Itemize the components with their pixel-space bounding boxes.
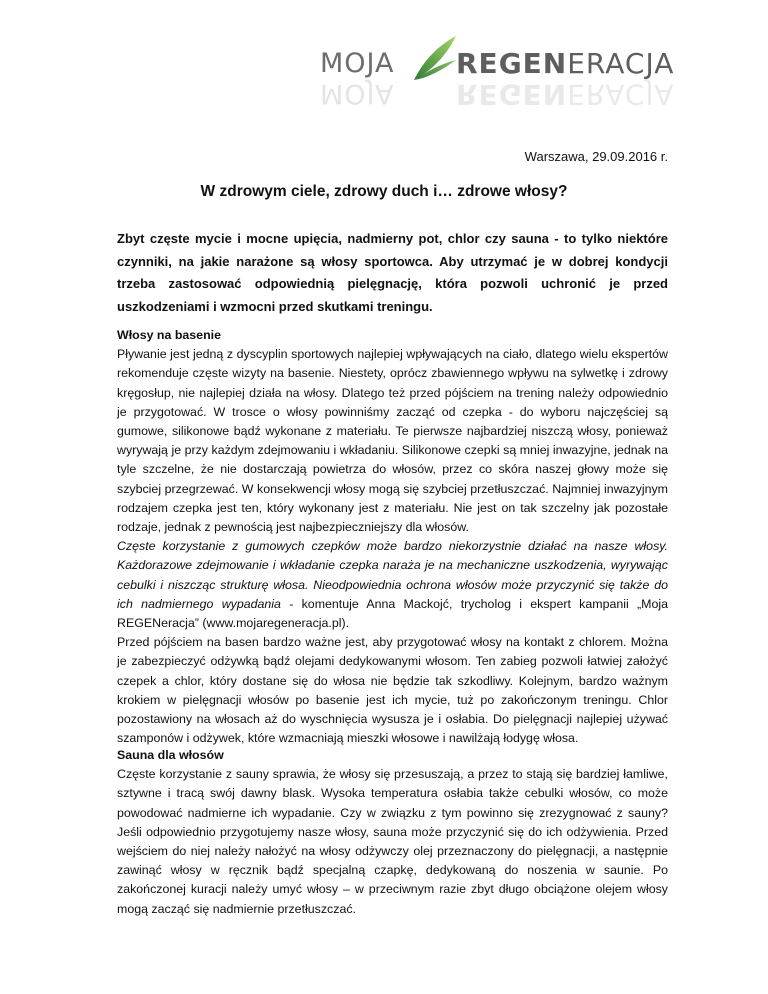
logo-word-regeneracja-reflection: REGENERACJA bbox=[456, 78, 675, 111]
logo-word-regeneracja: REGENERACJA bbox=[456, 47, 675, 80]
document-title: W zdrowym ciele, zdrowy duch i… zdrowe włosy? bbox=[200, 183, 568, 200]
document-date: Warszawa, 29.09.2016 r. bbox=[524, 149, 668, 164]
paragraph: Częste korzystanie z sauny sprawia, że włosy się przesuszają, a przez to stają się bardziej łamliwe, sztywne i tracą swój dawny blask. Wysoka temperatura osłabia także cebulki włosów, co może powodować nadmierne ich wypadanie. Czy w związku z tym powinno się zrezygnować z sauny? Jeśli odpowiednio przygotujemy nasze włosy, sauna może przyczynić się do ich odżywienia. Przed wejściem do niej należy nałożyć na włosy odżywczy olej przeznaczony do pielęgnacji, a następnie zawinąć włosy w ręcznik bądź specjalną czapkę, dedykowaną do noszenia w saunie. Po zakończonej kuracji należy umyć włosy – w przeciwnym razie zbyt długo obciążone olejem włosy mogą zacząć się nadmiernie przetłuszczać. bbox=[117, 767, 668, 916]
paragraph: Pływanie jest jedną z dyscyplin sportowych najlepiej wpływających na ciało, dlatego wielu ekspertów rekomenduje częste wizyty na basenie. Niestety, oprócz zbawiennego wpływu na sylwetkę i zdrowy kręgosłup, nie najlepiej działa na włosy. Dlatego też przed pójściem na trening należy odpowiednio je przygotować. W trosce o włosy powinniśmy zacząć od czepka - do wyboru najczęściej są gumowe, silikonowe bądź wykonane z materiału. Te pierwsze najbardziej niszczą włosy, ponieważ wyrywają je przy każdym zdejmowaniu i wkładaniu. Silikonowe czepki są mniej inwazyjne, jednak na tyle szczelne, że nie dostarczają powietrza do włosów, przez co skóra naszej głowy może się szybciej przegrzewać. W konsekwencji włosy mogą się szybciej przetłuszczać. Najmniej inwazyjnym rodzajem czepka jest ten, który wykonany jest z materiału. Nie jest on tak szczelny jak pozostałe rodzaje, jednak z pewnością jest najbezpieczniejszy dla włosów. bbox=[117, 347, 668, 535]
paragraph: Przed pójściem na basen bardzo ważne jest, aby przygotować włosy na kontakt z chlorem. Można je zabezpieczyć odżywką bądź olejami dedykowanymi włosom. Ten zabieg pozwoli łatwiej założyć czepek a chlor, który dostane się do włosa nie będzie tak szkodliwy. Kolejnym, bardzo ważnym krokiem w pielęgnacji włosów po basenie jest ich mycie, tuż po zakończonym treningu. Chlor pozostawiony na włosach aż do wyschnięcia wysusza je i osłabia. Do pielęgnacji najlepiej używać szamponów i odżywek, które wzmacniają mieszki włosowe i nawilżają łodygę włosa. bbox=[117, 635, 668, 746]
section-pool bbox=[117, 326, 668, 748]
expert-quote: Częste korzystanie z gumowych czepków może bardzo niekorzystnie działać na nasze włosy. Każdorazowe zdejmowanie i wkładanie czepka naraża je na mechaniczne uszkodzenia, wyrywając cebulki i niszcząc strukturę włosa. Nieodpowiednia ochrona włosów może przyczynić się także do ich nadmiernego wypadania bbox=[117, 539, 668, 611]
section-sauna bbox=[117, 746, 668, 919]
lead-paragraph: Zbyt częste mycie i mocne upięcia, nadmierny pot, chlor czy sauna - to tylko niektóre czynniki, na jakie narażone są włosy sportowca. Aby utrzymać je w dobrej kondycji trzeba zastosować odpowiednią pielęgnację, która pozwoli uchronić je przed uszkodzeniami i wzmocni przed skutkami treningu. bbox=[117, 231, 668, 314]
section-heading-sauna: Sauna dla włosów bbox=[117, 748, 224, 762]
section-heading-pool: Włosy na basenie bbox=[117, 328, 221, 342]
leaf-icon bbox=[412, 34, 457, 82]
logo-word-moja-reflection: MOJA bbox=[320, 78, 395, 109]
expert-quote-paragraph bbox=[117, 537, 668, 633]
brand-logo bbox=[320, 34, 675, 111]
logo-word-moja: MOJA bbox=[320, 48, 395, 79]
quote-attribution: - komentuje Anna Mackojć, trycholog i ekspert kampanii „Moja REGENeracja” (www.mojaregeneracja.pl). bbox=[117, 596, 669, 631]
